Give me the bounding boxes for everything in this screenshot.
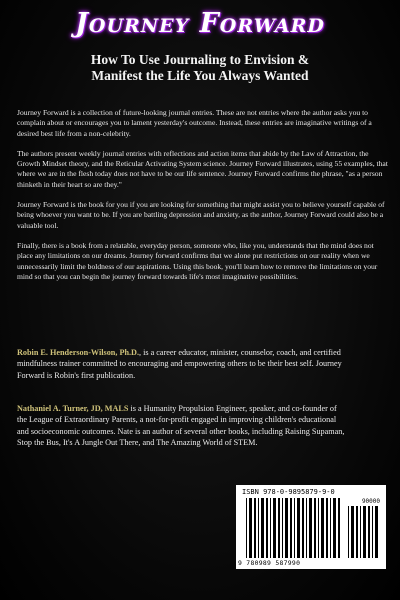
description-text xyxy=(17,108,390,292)
isbn-label: ISBN 978-0-9895879-9-0 xyxy=(242,488,335,496)
subtitle-line-1: How To Use Journaling to Envision & xyxy=(90,52,310,67)
barcode-bars-icon xyxy=(246,498,344,558)
author-bio-2 xyxy=(17,403,347,449)
author-bio-text-1: , is a career educator, minister, counselor, coach, and certified mindfulness trainer committed to encouraging and empowering others to be their best self. Journey Forward is Robin's first publication. xyxy=(17,348,342,380)
isbn-barcode xyxy=(236,485,386,569)
description-paragraph-3: Journey Forward is the book for you if you are looking for something that might assist you to believe yourself capable of being whoever you want to be. If you are battling depression and anxiety, as the author, Journey Forward could also be a valuable tool. xyxy=(17,200,385,230)
description-paragraph-1: Journey Forward is a collection of future-looking journal entries. These are not entries where the author asks you to complain about or encourages you to lament yesterday's outcome. Instead, these entries are imaginative writings of a desired best life from a non-celebrity. xyxy=(17,108,372,138)
author-name-1: Robin E. Henderson-Wilson, Ph.D. xyxy=(17,348,140,357)
barcode-digits: 9 780989 587990 xyxy=(238,559,301,567)
book-title: Journey Forward xyxy=(75,8,325,39)
barcode-addon-bars-icon xyxy=(348,506,380,558)
description-paragraph-4: Finally, there is a book from a relatable, everyday person, someone who, like you, understands that the mind does not place any limitations on our dreams. Journey forward confirms that we alone put restrictions on our reality when we unnecessarily limit the boldness of our aspirations. Using this book, you'll learn how to remove the limitations on your mind so that you can begin the journey forward towards life's most imaginative possibilities. xyxy=(17,240,378,281)
author-name-2: Nathaniel A. Turner, JD, MALS xyxy=(17,404,129,413)
description-paragraph-2: The authors present weekly journal entries with reflections and action items that abide by the Law of Attraction, the Growth Mindset theory, and the Reticular Activating System science. Journey Forward illustrates, using 55 examples, that where we are in the flesh today does not have to be our life sentence. Journey Forward confirms the phrase, "as a person thinketh in their heart so are they." xyxy=(17,148,388,189)
book-subtitle xyxy=(20,52,380,84)
author-bio-text-2: is a Humanity Propulsion Engineer, speaker, and co-founder of the League of Extraordinary Parents, a not-for-profit engaged in improving children's educational and socioeconomic outcomes. Nate is an author of several other books, including Raising Supaman, Stop the Bus, It's A Jungle Out There, and The Amazing World of STEM. xyxy=(17,404,345,448)
price-code: 90000 xyxy=(361,498,380,505)
author-bio-1 xyxy=(17,347,347,381)
subtitle-line-2: Manifest the Life You Always Wanted xyxy=(91,68,309,83)
